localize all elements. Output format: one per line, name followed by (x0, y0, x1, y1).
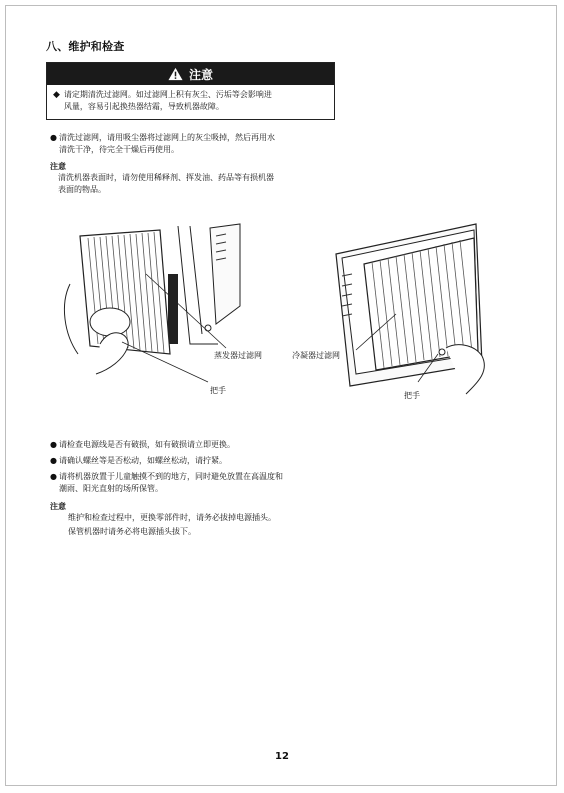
notice-text: 请定期清洗过滤网。如过滤网上积有灰尘、污垢等会影响进 风量，容易引起换热器结霜，导致机器故障。 (63, 90, 272, 111)
note-text: 维护和检查过程中，更换零部件时，请务必拔掉电源插头。 保管机器时请务必将电源插头拔下。 (68, 513, 276, 536)
check-item (50, 455, 227, 467)
clean-instruction (50, 132, 275, 156)
condenser-filter-label: 冷凝器过滤网 (292, 351, 340, 360)
check-text: 请检查电源线是否有破损，如有破损请立即更换。 (58, 440, 235, 449)
notice-header (47, 63, 334, 85)
bullet-icon: ● (50, 456, 57, 465)
note-text: 清洗机器表面时，请勿使用稀释剂、挥发油、药品等有损机器 表面的物品。 (58, 173, 274, 194)
diamond-bullet-icon: ◆ (53, 90, 60, 100)
notice-box (46, 62, 335, 120)
condenser-filter-illustration (306, 214, 506, 404)
check-item (50, 439, 235, 451)
bullet-icon: ● (50, 472, 57, 481)
note-label: 注意 (50, 162, 66, 171)
clean-text: 清洗过滤网，请用吸尘器将过滤网上的灰尘吸掉，然后再用水 清洗干净，待完全干燥后再使用。 (58, 133, 275, 154)
notice-title: 注意 (188, 67, 213, 82)
note-label: 注意 (50, 502, 66, 511)
page-number: 12 (275, 751, 289, 762)
bullet-icon: ● (50, 133, 57, 142)
section-title: 八、维护和检查 (46, 40, 125, 53)
evaporator-filter-illustration (50, 214, 270, 394)
bullet-icon: ● (50, 440, 57, 449)
evaporator-filter-label: 蒸发器过滤网 (214, 351, 262, 360)
page (5, 5, 557, 786)
notice-body (47, 85, 334, 113)
check-text: 请确认螺丝等是否松动，如螺丝松动，请拧紧。 (58, 456, 227, 465)
check-item (50, 471, 283, 495)
right-handle-label: 把手 (404, 391, 420, 400)
check-text: 请将机器放置于儿童触摸不到的地方，同时避免放置在高温度和 潮雨、阳光直射的场所保管。 (58, 472, 283, 493)
warning-triangle-icon (168, 67, 183, 81)
left-handle-label: 把手 (210, 386, 226, 395)
